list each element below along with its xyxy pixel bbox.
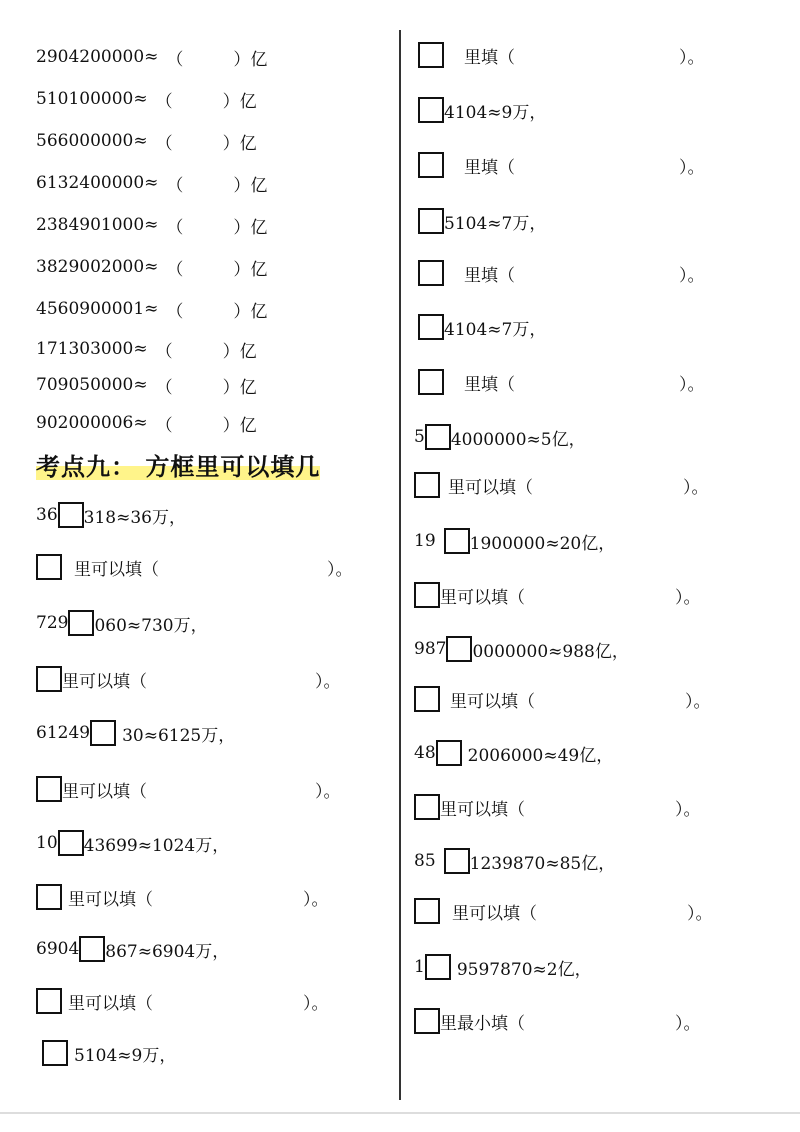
approx-number: 902000006 (36, 413, 134, 433)
fill-box-problem: 48 2006000≈49亿， (414, 738, 613, 768)
answer-line: 里可以填（ ）。 (36, 664, 341, 694)
fill-box-problem: 4104≈9万， (418, 95, 546, 125)
answer-box[interactable] (418, 97, 444, 123)
approx-unit: 亿 (239, 133, 257, 154)
approx-row: 566000000 ≈ （ ） 亿 (36, 126, 257, 156)
approx-number: 2904200000 (36, 47, 145, 67)
answer-box[interactable] (58, 502, 84, 528)
answer-line: 里可以填（ ）。 (414, 580, 701, 610)
answer-box[interactable] (418, 314, 444, 340)
answer-box[interactable] (414, 582, 440, 608)
approx-number: 709050000 (36, 375, 134, 395)
section-heading: 考点九： 方框里可以填几 (36, 444, 320, 484)
answer-box[interactable] (36, 666, 62, 692)
approx-row: 2384901000 ≈ （ ） 亿 (36, 210, 267, 240)
answer-line: 里填（ ）。 (418, 150, 705, 180)
fill-box-problem: 6904 867≈6904万， (36, 934, 229, 964)
answer-box[interactable] (36, 776, 62, 802)
fill-box-problem: 729 060≈730万， (36, 608, 208, 638)
page-bottom-edge (0, 1112, 800, 1114)
approx-number: 171303000 (36, 339, 134, 359)
answer-line: 里可以填（ ）。 (414, 792, 701, 822)
answer-box[interactable] (446, 636, 472, 662)
answer-box[interactable] (418, 208, 444, 234)
answer-box[interactable] (36, 884, 62, 910)
approx-number: 3829002000 (36, 257, 145, 277)
approx-row: 902000006 ≈ （ ） 亿 (36, 408, 257, 438)
answer-line: 里可以填（ ）。 (36, 552, 353, 582)
fill-box-problem: 36 318≈36万， (36, 500, 186, 530)
answer-box[interactable] (414, 686, 440, 712)
answer-box[interactable] (414, 1008, 440, 1034)
answer-box[interactable] (418, 152, 444, 178)
answer-line: 里填（ ）。 (418, 40, 705, 70)
approx-unit: 亿 (239, 91, 257, 112)
answer-box[interactable] (42, 1040, 68, 1066)
approx-row: 3829002000 ≈ （ ） 亿 (36, 252, 267, 282)
approx-unit: 亿 (250, 49, 268, 70)
answer-line: 里填（ ）。 (418, 367, 705, 397)
answer-line: 里可以填（ ）。 (414, 470, 709, 500)
answer-box[interactable] (418, 369, 444, 395)
approx-number: 4560900001 (36, 299, 145, 319)
approx-unit: 亿 (239, 377, 257, 398)
fill-box-problem: 10 43699≈1024万， (36, 828, 229, 858)
fill-box-problem: 61249 30≈6125万， (36, 718, 235, 748)
approx-unit: 亿 (239, 415, 257, 436)
approx-number: 6132400000 (36, 173, 145, 193)
answer-line: 里填（ ）。 (418, 258, 705, 288)
approx-number: 510100000 (36, 89, 134, 109)
approx-unit: 亿 (250, 175, 268, 196)
fill-box-problem: 19 1900000≈20亿， (414, 526, 615, 556)
approx-number: 566000000 (36, 131, 134, 151)
approx-row: 510100000 ≈ （ ） 亿 (36, 84, 257, 114)
column-divider (399, 30, 401, 1100)
fill-box-problem: 4104≈7万， (418, 312, 546, 342)
answer-box[interactable] (436, 740, 462, 766)
approx-unit: 亿 (250, 301, 268, 322)
answer-box[interactable] (444, 848, 470, 874)
approx-row: 2904200000 ≈ （ ） 亿 (36, 42, 267, 72)
answer-line: 里最小填（ ）。 (414, 1006, 701, 1036)
answer-box[interactable] (90, 720, 116, 746)
approx-unit: 亿 (239, 341, 257, 362)
answer-box[interactable] (444, 528, 470, 554)
answer-line: 里可以填（ ）。 (414, 684, 711, 714)
fill-box-problem: 85 1239870≈85亿， (414, 846, 615, 876)
answer-box[interactable] (425, 424, 451, 450)
fill-box-problem: 987 0000000≈988亿， (414, 634, 629, 664)
approx-row: 6132400000 ≈ （ ） 亿 (36, 168, 267, 198)
fill-box-problem: 1 9597870≈2亿， (414, 952, 592, 982)
answer-line: 里可以填（ ）。 (36, 774, 341, 804)
fill-box-problem: 5 4000000≈5亿， (414, 422, 586, 452)
answer-line: 里可以填（ ）。 (36, 986, 329, 1016)
approx-number: 2384901000 (36, 215, 145, 235)
answer-box[interactable] (79, 936, 105, 962)
answer-box[interactable] (414, 472, 440, 498)
answer-box[interactable] (418, 260, 444, 286)
answer-box[interactable] (36, 988, 62, 1014)
answer-box[interactable] (414, 794, 440, 820)
answer-box[interactable] (68, 610, 94, 636)
approx-unit: 亿 (250, 259, 268, 280)
answer-line: 里可以填（ ）。 (36, 882, 329, 912)
answer-box[interactable] (418, 42, 444, 68)
approx-row: 171303000 ≈ （ ） 亿 (36, 334, 257, 364)
answer-box[interactable] (414, 898, 440, 924)
answer-box[interactable] (58, 830, 84, 856)
answer-line: 里可以填（ ）。 (414, 896, 713, 926)
answer-box[interactable] (425, 954, 451, 980)
approx-row: 4560900001 ≈ （ ） 亿 (36, 294, 267, 324)
fill-box-problem: 5104≈7万， (418, 206, 546, 236)
fill-box-problem: 5104≈9万， (42, 1038, 176, 1068)
answer-box[interactable] (36, 554, 62, 580)
approx-row: 709050000 ≈ （ ） 亿 (36, 370, 257, 400)
approx-unit: 亿 (250, 217, 268, 238)
